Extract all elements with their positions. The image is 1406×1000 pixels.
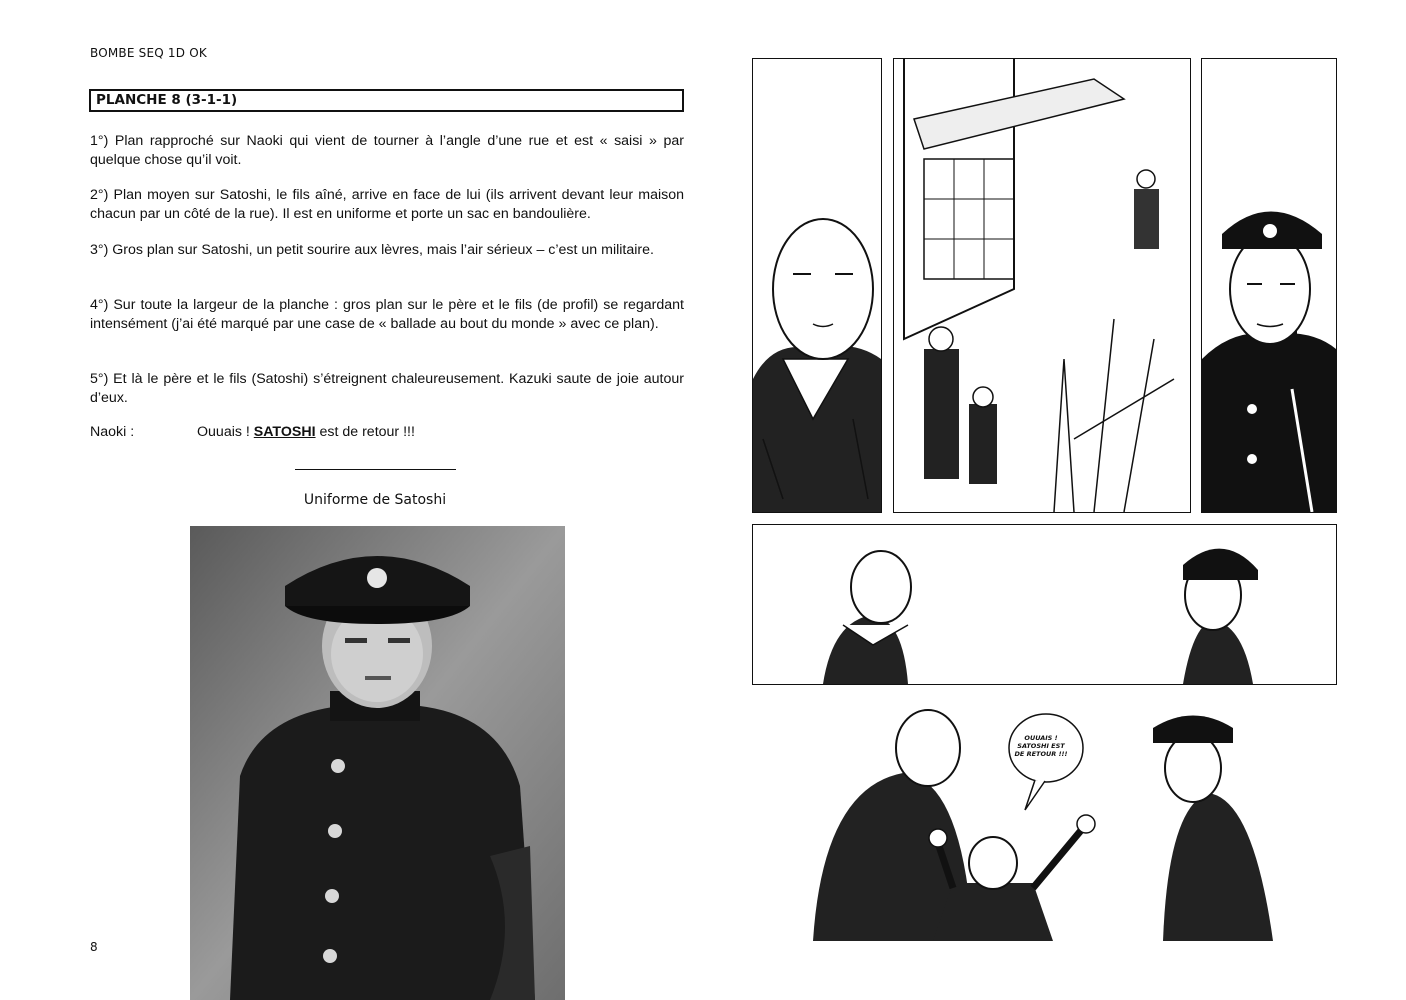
script-paragraph-5: 5°) Et là le père et le fils (Satoshi) s’étreignent chaleureusement. Kazuki saute de joie autour d’eux. xyxy=(90,371,684,406)
dialogue-emphasis: SATOSHI xyxy=(253,424,316,440)
dialogue-line xyxy=(90,424,415,440)
comic-panel-satoshi-closeup xyxy=(1201,58,1337,513)
planche-title: PLANCHE 8 (3-1-1) xyxy=(89,89,684,112)
script-paragraph-3: 3°) Gros plan sur Satoshi, un petit sourire aux lèvres, mais l’air sérieux – c’est un militaire. xyxy=(90,242,654,258)
dialogue-speaker: Naoki : xyxy=(90,424,135,440)
dialogue-text-start: Ouuais ! xyxy=(197,424,254,440)
comic-panel-profile-faceoff xyxy=(752,524,1337,685)
bubble-line-3: DE RETOUR !!! xyxy=(1014,750,1068,758)
comic-panel-naoki-closeup xyxy=(752,58,882,513)
caption-divider xyxy=(295,469,456,470)
script-paragraph-4: 4°) Sur toute la largeur de la planche : gros plan sur le père et le fils (de profil) se regardant intensément (j’ai été marqué par une case de « ballade au bout du monde » avec ce plan). xyxy=(90,297,684,332)
speech-bubble-text xyxy=(1010,734,1072,758)
bubble-line-2: SATOSHI EST xyxy=(1017,742,1065,750)
photo-caption: Uniforme de Satoshi xyxy=(303,492,447,508)
script-paragraph-1: 1°) Plan rapproché sur Naoki qui vient de tourner à l’angle d’une rue et est « saisi » par quelque chose qu’il voit. xyxy=(90,133,684,168)
script-paragraph-2: 2°) Plan moyen sur Satoshi, le fils aîné, arrive en face de lui (ils arrivent devant leur maison chacun par un côté de la rue). Il est en uniforme et porte un sac en bandoulière. xyxy=(90,187,684,222)
comic-panel-street-scene xyxy=(893,58,1191,513)
uniform-reference-photo xyxy=(190,526,565,1000)
bubble-line-1: OUUAIS ! xyxy=(1024,734,1058,742)
dialogue-text-end: est de retour !!! xyxy=(315,424,415,440)
page-number: 8 xyxy=(90,940,98,954)
document-header: BOMBE SEQ 1D OK xyxy=(90,46,207,60)
